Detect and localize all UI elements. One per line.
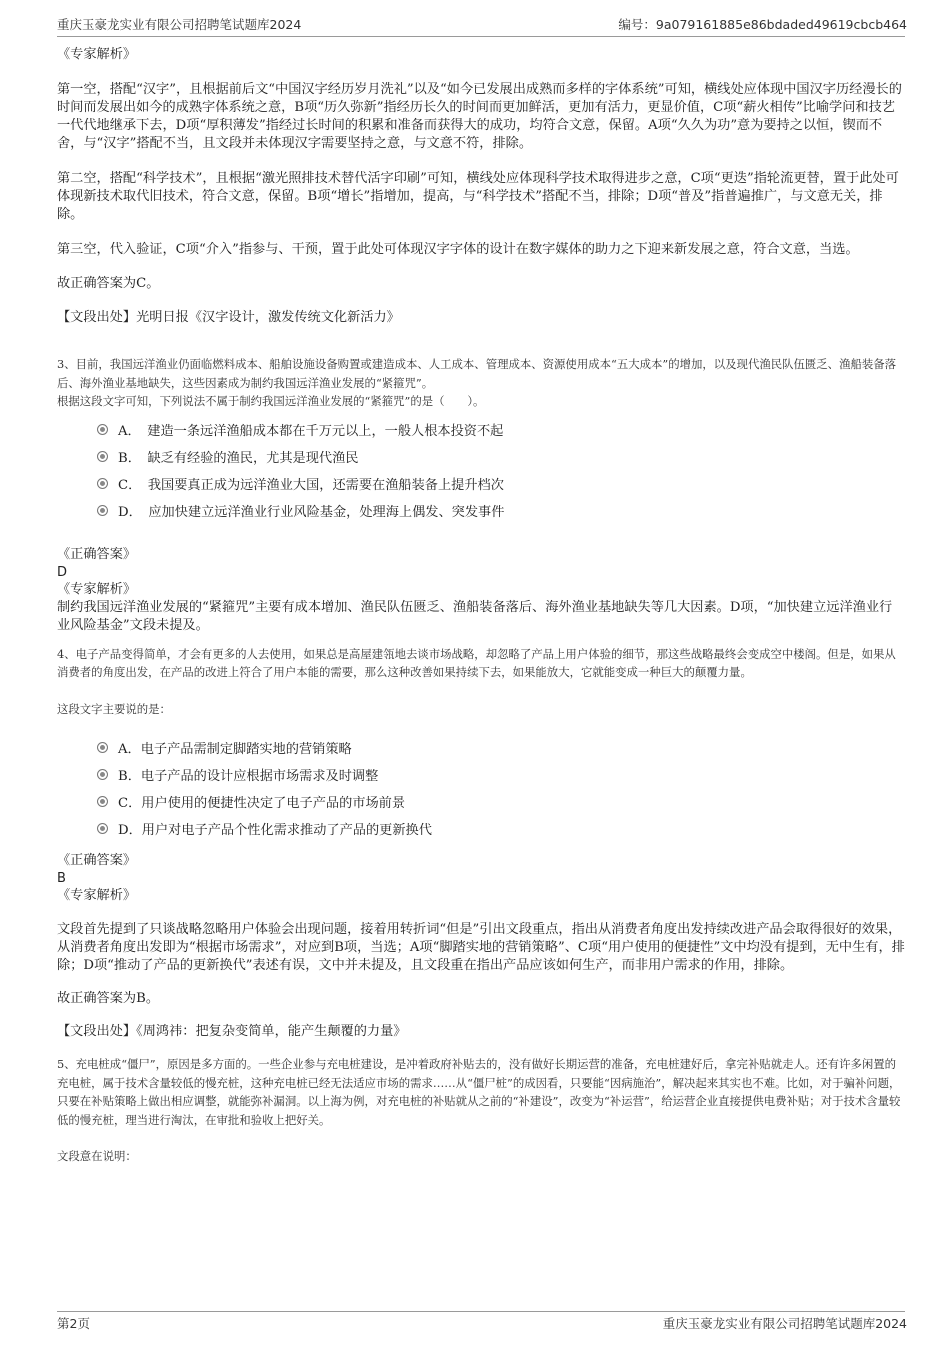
q3-answer-label: 《正确答案》 [57,546,137,562]
q4-option-a[interactable] [97,734,905,761]
radio-icon[interactable] [97,424,108,435]
option-label: C．用户使用的便捷性决定了电子产品的市场前景 [118,796,406,811]
q2-analysis-paragraph: 第三空，代入验证，C项“介入”指参与、干预，置于此处可体现汉字字体的设计在数字媒体的助力之下迎来新发展之意，符合文意，当选。 [57,242,859,257]
radio-icon[interactable] [97,823,108,834]
q2-analysis-label: 《专家解析》 [57,47,137,62]
q5-question: 文段意在说明： [57,1149,137,1163]
q4-stem: 4、电子产品变得简单，才会有更多的人去使用，如果总是高屋建瓴地去谈市场战略，却忽略了产品上用户体验的细节，那这些战略最终会变成空中楼阁。但是，如果从消费者的角度出发，在产品的改进上符合了用户本能的需要，那么这种改善如果持续下去，如果能放大，它就能变成一种巨大的颠覆力量。 [57,646,896,679]
header-doc-title: 重庆玉豪龙实业有限公司招聘笔试题库2024 [57,17,302,32]
q3-option-a[interactable] [97,416,905,443]
header-divider [57,36,905,37]
q3-option-b[interactable] [97,443,905,470]
q4-answer-label: 《正确答案》 [57,853,137,868]
q3-options [97,416,905,524]
option-label: A．电子产品需制定脚踏实地的营销策略 [118,742,352,757]
radio-icon[interactable] [97,505,108,516]
option-label: C． 我国要真正成为远洋渔业大国，还需要在渔船装备上提升档次 [118,477,504,493]
footer-page-number: 第2页 [57,1316,90,1331]
q4-option-d[interactable] [97,815,905,842]
q4-question: 这段文字主要说的是： [57,701,171,716]
footer-divider [57,1311,905,1312]
option-label: B．电子产品的设计应根据市场需求及时调整 [118,769,379,784]
radio-icon[interactable] [97,769,108,780]
q4-option-c[interactable] [97,788,905,815]
q4-answer: B [57,871,66,886]
q4-analysis: 文段首先提到了只谈战略忽略用户体验会出现问题，接着用转折词“但是”引出文段重点，指出从消费者角度出发持续改进产品会取得很好的效果，从消费者角度出发即为“根据市场需求”，对应到B项，当选；A项“脚踏实地的营销策略”、C项“用户使用的便捷性”文中均没有提到，无中生有，排除；D项“推动了产品的更新换代”表述有误，文中并未提及，且文段重在指出产品应该如何生产，而非用户需求的作用，排除。 [57,922,905,973]
option-label: B． 缺乏有经验的渔民，尤其是现代渔民 [118,450,359,466]
q4-options [97,734,905,842]
q3-answer: D [57,564,68,580]
page-content [57,46,905,1166]
radio-icon[interactable] [97,796,108,807]
q2-analysis-paragraph: 第二空，搭配“科学技术”，且根据“激光照排技术替代活字印刷”可知，横线处应体现科学技术取得进步之意，C项“更迭”指轮流更替，置于此处可体现新技术取代旧技术，符合文意，保留。B项“增长”指增加，提高，与“科学技术”搭配不当，排除；D项“普及”指普遍推广，与文意无关，排除。 [57,171,899,222]
option-label: D．用户对电子产品个性化需求推动了产品的更新换代 [118,823,432,838]
radio-icon[interactable] [97,742,108,753]
option-label: A． 建造一条远洋渔船成本都在千万元以上，一般人根本投资不起 [118,423,504,439]
q5-stem: 5、充电桩成“僵尸”，原因是多方面的。一些企业参与充电桩建设，是冲着政府补贴去的，没有做好长期运营的准备，充电桩建好后，拿完补贴就走人。还有许多闲置的充电桩，属于技术含量较低的慢充桩，这种充电桩已经无法适应市场的需求……从“僵尸桩”的成因看，只要能“因病施治”，解决起来其实也不难。比如，对于骗补问题，只要在补贴策略上做出相应调整，就能弥补漏洞。以上海为例，对充电桩的补贴就从之前的“补建设”，改变为“补运营”，给运营企业直接提供电费补贴；对于技术含量较低的慢充桩，理当进行淘汰，在审批和验收上把好关。 [57,1057,901,1127]
footer-doc-title: 重庆玉豪龙实业有限公司招聘笔试题库2024 [662,1316,907,1331]
header-doc-id: 编号：9a079161885e86bdaded49619cbcb464 [618,17,907,32]
q3-option-c[interactable] [97,470,905,497]
q2-source: 【文段出处】光明日报《汉字设计，激发传统文化新活力》 [57,310,400,325]
q2-analysis-paragraph: 第一空，搭配“汉字”，且根据前后文“中国汉字经历岁月洗礼”以及“如今已发展出成熟而多样的字体系统”可知，横线处应体现中国汉字历经漫长的时间而发展出如今的成熟字体系统之意，B项“历久弥新”指经历长久的时间而更加鲜活，更加有活力，更显价值，C项“薪火相传”比喻学问和技艺一代代地继承下去，D项“厚积薄发”指经过长时间的积累和准备而获得大的成功，均符合文意，保留。A项“久久为功”意为要持之以恒，锲而不舍，与“汉字”搭配不当，且文段并未体现汉字需要坚持之意，与文意不符，排除。 [57,82,902,151]
q3-option-d[interactable] [97,497,905,524]
option-label: D． 应加快建立远洋渔业行业风险基金，处理海上偶发、突发事件 [118,504,505,520]
q3-analysis-label: 《专家解析》 [57,581,137,597]
q3-question: 根据这段文字可知，下列说法不属于制约我国远洋渔业发展的“紧箍咒”的是（ ）。 [57,394,485,408]
q2-conclusion: 故正确答案为C。 [57,276,160,291]
q4-source: 【文段出处】《周鸿祎：把复杂变简单，能产生颠覆的力量》 [57,1024,407,1039]
radio-icon[interactable] [97,451,108,462]
q4-conclusion: 故正确答案为B。 [57,991,160,1006]
radio-icon[interactable] [97,478,108,489]
q4-analysis-label: 《专家解析》 [57,888,137,903]
q3-analysis: 制约我国远洋渔业发展的“紧箍咒”主要有成本增加、渔民队伍匮乏、渔船装备落后、海外渔业基地缺失等几大因素。D项，“加快建立远洋渔业行业风险基金”文段未提及。 [57,599,893,633]
q3-stem: 3、目前，我国远洋渔业仍面临燃料成本、船舶设施设备购置或建造成本、人工成本、管理成本、资源使用成本“五大成本”的增加，以及现代渔民队伍匮乏、渔船装备落后、海外渔业基地缺失，这些因素成为制约我国远洋渔业发展的“紧箍咒”。 [57,357,897,390]
q4-option-b[interactable] [97,761,905,788]
